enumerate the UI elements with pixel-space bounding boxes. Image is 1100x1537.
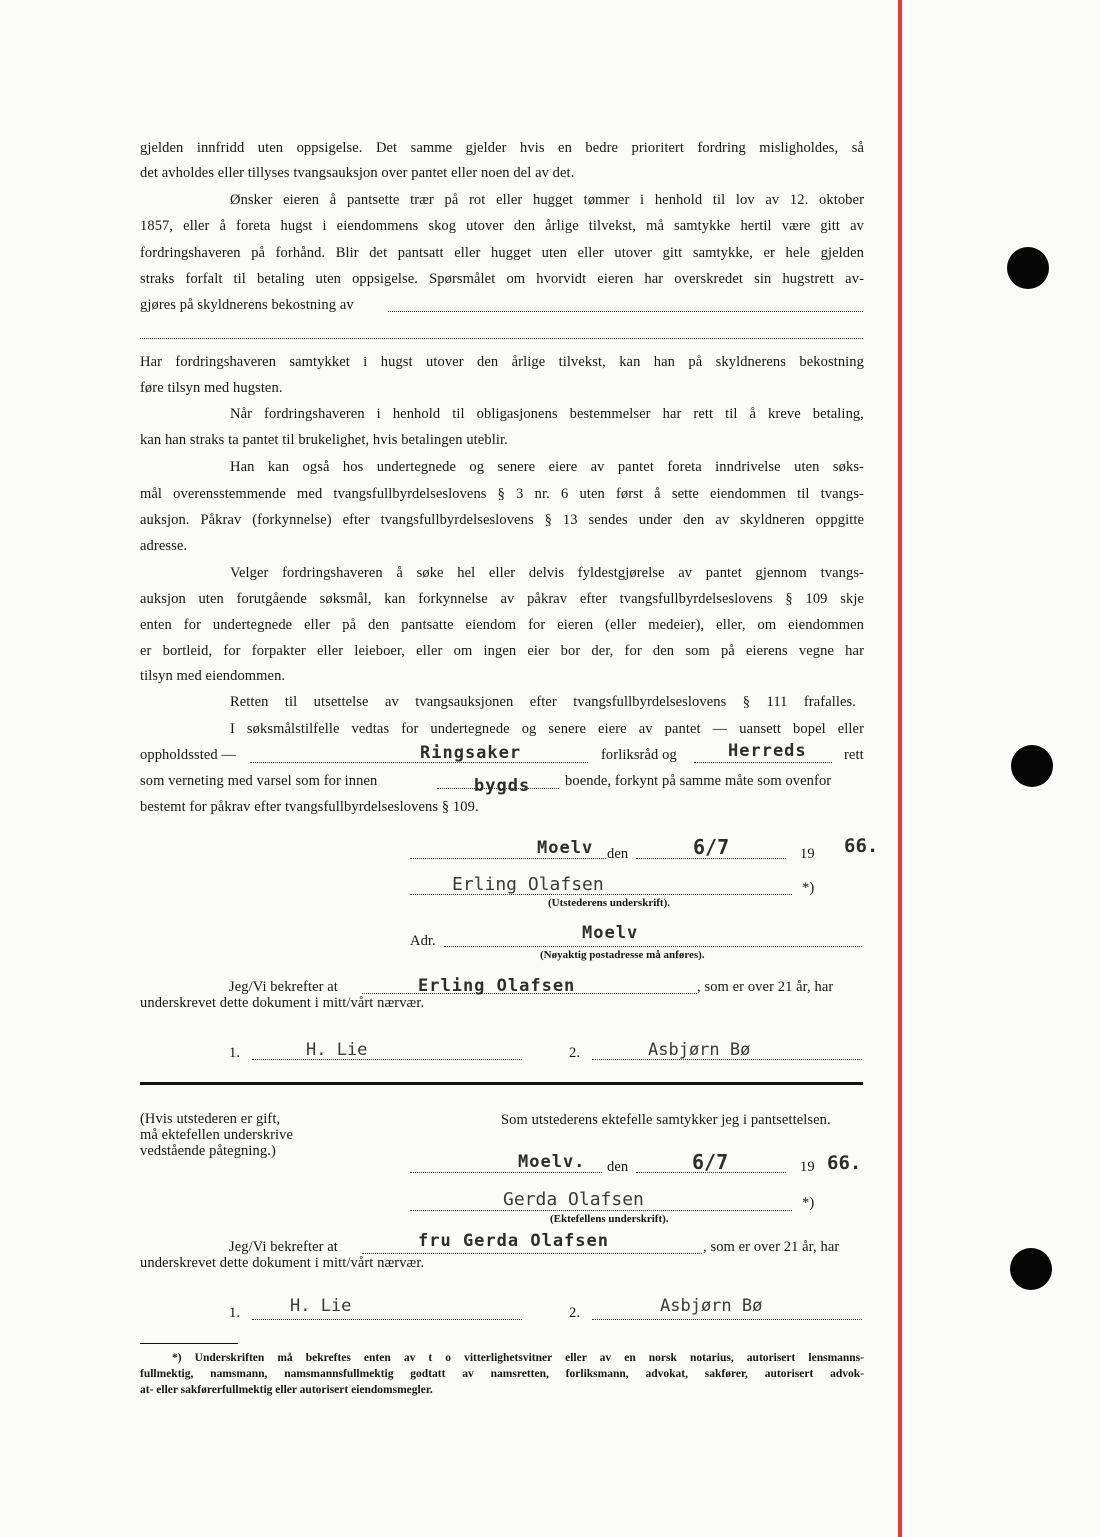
witness-1-signature: H. Lie xyxy=(290,1296,352,1316)
witness-number: 2. xyxy=(569,1305,581,1321)
address-caption: (Nøyaktig postadresse må anføres). xyxy=(540,949,705,961)
witness-number: 2. xyxy=(569,1045,581,1061)
signature-caption: (Utstederens underskrift). xyxy=(548,897,671,909)
footnote-marker: *) xyxy=(802,880,815,896)
punch-hole xyxy=(1011,745,1053,787)
spouse-date: 6/7 xyxy=(692,1150,729,1174)
confirm-text: underskrevet dette dokument i mitt/vårt nærvær. xyxy=(140,1255,425,1271)
district-value: bygds xyxy=(474,776,531,796)
dotted-fill-line xyxy=(250,762,588,763)
footnote-rule xyxy=(140,1343,238,1344)
witness-number: 1. xyxy=(229,1305,241,1321)
body-line: mål overensstemmende med tvangsfullbyrdelseslovens § 3 nr. 6 uten først å sette eiendommen til tvangs- xyxy=(140,486,864,502)
body-line: enten for undertegnede eller på den pantsatte eiendom for eieren (eller medeier), eller, om eiendommen xyxy=(140,617,864,633)
body-line: adresse. xyxy=(140,538,188,554)
body-line: føre tilsyn med hugsten. xyxy=(140,380,283,396)
body-line: fordringshaveren på forhånd. Blir det pantsatt eller hugget uten eller utover gitt samtykke, er hele gjelden xyxy=(140,245,864,261)
witness-2-signature: Asbjørn Bø xyxy=(648,1040,751,1060)
year-prefix: 19 xyxy=(800,846,815,862)
confirm-name: Erling Olafsen xyxy=(418,976,576,996)
dotted-fill-line xyxy=(410,1172,602,1173)
venue-text: boende, forkynt på samme måte som ovenfor xyxy=(565,773,832,789)
body-line: Ønsker eieren å pantsette trær på rot eller hugget tømmer i henhold til lov av 12. oktober xyxy=(230,192,864,208)
body-line: auksjon uten forutgående søksmål, kan forkynnelse av påkrav efter tvangsfullbyrdelseslovens § 109 skje xyxy=(140,591,864,607)
punch-hole xyxy=(1010,1248,1052,1290)
venue-text: forliksråd og xyxy=(601,747,677,763)
spouse-signature: Gerda Olafsen xyxy=(503,1189,644,1210)
spouse-note: vedstående påtegning.) xyxy=(140,1143,276,1159)
body-line: er bortleid, for forpakter eller leieboer, eller om ingen eier bor der, for den som på eierens vegne har xyxy=(140,643,864,659)
spouse-place: Moelv. xyxy=(518,1152,586,1172)
footnote-line: fullmektig, namsmann, namsmannsfullmektig godtatt av namsretten, forliksmann, advokat, sakfører, autorisert advok- xyxy=(140,1368,864,1380)
date-den-label: den xyxy=(607,846,629,862)
witness-2-signature: Asbjørn Bø xyxy=(660,1296,763,1316)
dotted-fill-line xyxy=(362,1253,702,1254)
address-label: Adr. xyxy=(410,933,436,949)
issuer-address: Moelv xyxy=(582,923,639,943)
venue-text: som verneting med varsel som for innen xyxy=(140,773,378,789)
body-line: tilsyn med eiendommen. xyxy=(140,668,286,684)
body-line: gjelden innfridd uten oppsigelse. Det samme gjelder hvis en bedre prioritert fordring misligholdes, så xyxy=(140,140,864,156)
confirm-text: , som er over 21 år, har xyxy=(697,979,834,995)
body-line: Retten til utsettelse av tvangsauksjonen efter tvangsfullbyrdelseslovens § 111 frafalles. xyxy=(230,694,856,710)
dotted-fill-line xyxy=(252,1059,522,1060)
dotted-fill-line xyxy=(592,1319,862,1320)
dotted-fill-line xyxy=(444,946,862,947)
body-line: auksjon. Påkrav (forkynnelse) efter tvangsfullbyrdelseslovens § 13 sendes under den av skyldneren oppgitte xyxy=(140,512,864,528)
body-line: kan han straks ta pantet til brukelighet, hvis betalingen uteblir. xyxy=(140,432,508,448)
year-suffix: 66. xyxy=(844,835,879,857)
body-line: gjøres på skyldnerens bekostning av xyxy=(140,297,354,313)
dotted-fill-line xyxy=(252,1319,522,1320)
dotted-fill-line xyxy=(388,311,863,312)
body-line: Velger fordringshaveren å søke hel eller delvis fyldestgjørelse av pantet gjennom tvangs- xyxy=(230,565,864,581)
year-suffix: 66. xyxy=(827,1152,862,1174)
witness-1-signature: H. Lie xyxy=(306,1040,368,1060)
date-den-label: den xyxy=(607,1159,629,1175)
forliksrad-value: Ringsaker xyxy=(420,743,522,763)
confirm-text: , som er over 21 år, har xyxy=(703,1239,840,1255)
footnote-line: at- eller sakførerfullmektig eller autorisert eiendomsmegler. xyxy=(140,1384,433,1396)
section-divider xyxy=(140,1082,863,1085)
spouse-consent: Som utstederens ektefelle samtykker jeg i pantsettelsen. xyxy=(501,1112,831,1128)
confirm-text: underskrevet dette dokument i mitt/vårt nærvær. xyxy=(140,995,425,1011)
issuer-signature: Erling Olafsen xyxy=(452,874,604,895)
issue-date: 6/7 xyxy=(693,835,730,859)
court-value: Herreds xyxy=(728,741,807,761)
dotted-fill-line xyxy=(140,338,863,339)
body-line: 1857, eller å foreta hugst i eiendommens skog utover den årlige tilvekst, må samtykke hertil være gitt av xyxy=(140,218,864,234)
body-line: Har fordringshaveren samtykket i hugst utover den årlige tilvekst, kan han på skyldnerens bekostning xyxy=(140,354,864,370)
venue-text: bestemt for påkrav efter tvangsfullbyrdelseslovens § 109. xyxy=(140,799,479,815)
signature-caption: (Ektefellens underskrift). xyxy=(550,1213,669,1225)
dotted-fill-line xyxy=(410,1210,792,1211)
issue-place: Moelv xyxy=(537,838,594,858)
body-line: I søksmålstilfelle vedtas for undertegnede og senere eiere av pantet — uansett bopel eller xyxy=(230,721,864,737)
body-line: Når fordringshaveren i henhold til obligasjonens bestemmelser har rett til å kreve betaling, xyxy=(230,406,864,422)
confirm-name: fru Gerda Olafsen xyxy=(418,1231,609,1251)
dotted-fill-line xyxy=(410,858,606,859)
body-line: Han kan også hos undertegnede og senere eiere av pantet foreta inndrivelse uten søks- xyxy=(230,459,864,475)
body-line: det avholdes eller tillyses tvangsauksjon over pantet eller noen del av det. xyxy=(140,165,575,181)
venue-text: rett xyxy=(844,747,864,763)
spouse-note: (Hvis utstederen er gift, xyxy=(140,1111,281,1127)
confirm-text: Jeg/Vi bekrefter at xyxy=(229,979,338,995)
witness-number: 1. xyxy=(229,1045,241,1061)
dotted-fill-line xyxy=(694,762,832,763)
footnote-marker: *) xyxy=(802,1195,815,1211)
footnote-line: *) Underskriften må bekreftes enten av t o vitterlighetsvitner eller av en norsk notarius, autorisert lensmanns- xyxy=(172,1352,864,1364)
punch-hole xyxy=(1007,247,1049,289)
year-prefix: 19 xyxy=(800,1159,815,1175)
margin-red-line xyxy=(898,0,902,1537)
body-line: straks forfalt til betaling uten oppsigelse. Spørsmålet om hvorvidt eieren har overskredet sin hugstrett av- xyxy=(140,271,864,287)
spouse-note: må ektefellen underskrive xyxy=(140,1127,294,1143)
venue-text: oppholdssted — xyxy=(140,747,237,763)
confirm-text: Jeg/Vi bekrefter at xyxy=(229,1239,338,1255)
